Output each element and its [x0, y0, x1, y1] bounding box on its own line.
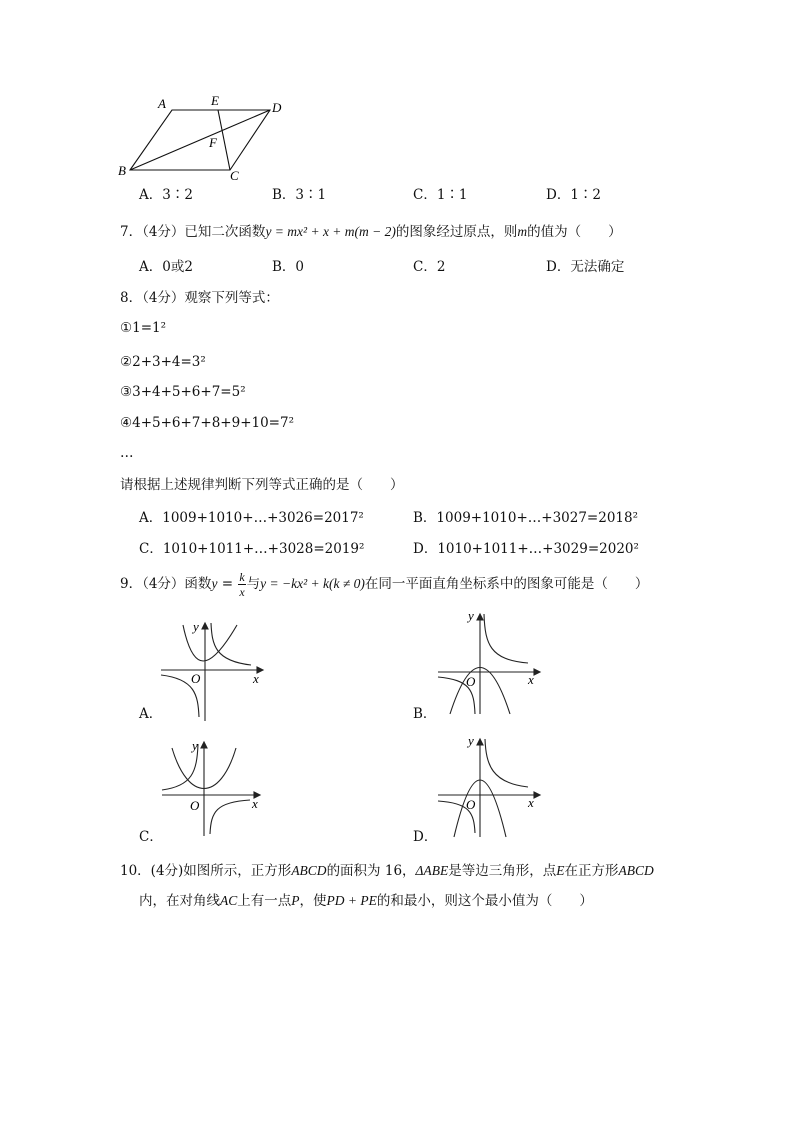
q8-stem: 8．（4分）观察下列等式： — [120, 290, 279, 306]
q10-point-p: P — [291, 893, 300, 908]
q9-stem-number: 9．（4分）函数 — [120, 576, 212, 592]
q7-option-b[interactable]: B．0 — [272, 259, 305, 275]
axis-label-y: y — [193, 619, 199, 634]
q10-triangle-abe: ΔABE — [415, 863, 449, 878]
axis-label-origin: O — [191, 671, 201, 686]
q8-option-b[interactable]: B．1009+1010+…+3027=2018² — [413, 510, 639, 526]
q6-option-d[interactable]: D．1∶2 — [546, 187, 602, 203]
q10-point-e: E — [556, 863, 565, 878]
axis-label-x: x — [528, 795, 534, 810]
q9-option-a[interactable]: A． — [139, 706, 163, 722]
q7-var-m: m — [517, 224, 528, 239]
q9-graph-b[interactable] — [432, 608, 547, 720]
q9-graph-a[interactable] — [155, 615, 270, 727]
q7-option-d[interactable]: D．无法确定 — [546, 259, 625, 275]
parabola — [183, 625, 237, 661]
q9-graph-c[interactable] — [158, 738, 268, 838]
q8-ellipsis: … — [120, 445, 134, 461]
axis-label-x: x — [252, 796, 258, 811]
q7-option-a[interactable]: A．0或2 — [139, 259, 193, 275]
q9-stem: 9．（4分）函数y = $\frac{k}{x}$ 与y = −kx² + k(k ≠ 0)在同一平面直角坐标系中的图象可能是（ ） — [120, 570, 649, 599]
axis-label-y: y — [468, 608, 474, 623]
label-d: D — [272, 100, 282, 115]
q10-stem-line-1 — [120, 864, 654, 879]
q7-equation: y = mx² + x + m(m − 2) — [265, 224, 396, 239]
q10-text-2d: 的和最小，则这个最小值为（ ） — [376, 893, 593, 909]
q8-equation-3: ③3+4+5+6+7=5² — [120, 384, 246, 400]
q9-fraction-denominator: x — [239, 585, 245, 599]
q9-fraction-numerator: k — [239, 570, 245, 584]
q7-stem-tail: 的值为（ ） — [527, 224, 622, 240]
q10-text-1a: 10．(4分)如图所示，正方形 — [120, 863, 292, 879]
label-a: A — [158, 96, 166, 111]
hyperbola-branch-1 — [211, 623, 251, 665]
q10-text-1d: 在正方形 — [564, 863, 619, 879]
q10-diagonal-ac: AC — [220, 893, 238, 908]
axis-label-x: x — [253, 671, 259, 686]
q9-stem-mid: 与 — [246, 576, 261, 592]
label-e: E — [211, 93, 219, 108]
q6-option-a[interactable]: A．3∶2 — [139, 187, 193, 203]
label-c: C — [230, 168, 239, 183]
q9-equation-2: y = −kx² + k(k ≠ 0) — [260, 576, 365, 591]
q10-sum-expression: PD + PE — [326, 893, 377, 908]
q9-option-c[interactable]: C． — [139, 829, 163, 845]
q10-abcd: ABCD — [291, 863, 327, 878]
q8-option-a[interactable]: A．1009+1010+…+3026=2017² — [139, 510, 364, 526]
q8-equation-4: ④4+5+6+7+8+9+10=7² — [120, 415, 294, 431]
q8-option-c[interactable]: C．1010+1011+…+3028=2019² — [139, 541, 365, 557]
q10-text-2b: 上有一点 — [237, 893, 292, 909]
q7-stem-number: 7．（4分）已知二次函数 — [120, 224, 266, 240]
q9-option-b[interactable]: B． — [413, 706, 437, 722]
q8-option-d[interactable]: D．1010+1011+…+3029=2020² — [413, 541, 639, 557]
q10-text-2c: ，使 — [299, 893, 327, 909]
axis-label-origin: O — [466, 674, 476, 689]
q10-text-1b: 的面积为 16， — [326, 863, 416, 879]
q7-stem — [120, 225, 622, 240]
q9-graph-d[interactable] — [432, 733, 547, 838]
q7-stem-mid: 的图象经过原点，则 — [395, 224, 518, 240]
q8-equation-1: ①1=1² — [120, 320, 167, 336]
q8-equation-2: ②2+3+4=3² — [120, 354, 206, 370]
axis-label-x: x — [528, 672, 534, 687]
q7-option-c[interactable]: C．2 — [413, 259, 446, 275]
hyperbola-branch-1 — [484, 614, 528, 663]
q9-stem-tail: 在同一平面直角坐标系中的图象可能是（ ） — [364, 576, 649, 592]
q10-text-1c: 是等边三角形，点 — [448, 863, 557, 879]
q9-fraction — [238, 571, 245, 598]
q10-text-2a: 内，在对角线 — [139, 893, 220, 909]
axis-label-origin: O — [466, 797, 476, 812]
q6-parallelogram-figure — [110, 88, 310, 184]
hyperbola-branch-4 — [210, 800, 250, 834]
q10-stem-line-2 — [139, 894, 593, 909]
q9-y-var: y — [211, 576, 218, 591]
hyperbola-branch-1 — [485, 739, 528, 787]
axis-label-origin: O — [190, 798, 200, 813]
q9-option-d[interactable]: D． — [413, 829, 438, 845]
q6-option-b[interactable]: B．3∶1 — [272, 187, 327, 203]
label-b: B — [118, 163, 126, 178]
axis-label-y: y — [468, 733, 474, 748]
segment-ec — [218, 110, 230, 170]
label-f: F — [209, 135, 217, 150]
q10-abcd-2: ABCD — [618, 863, 654, 878]
q8-question: 请根据上述规律判断下列等式正确的是（ ） — [120, 477, 404, 493]
q6-option-c[interactable]: C．1∶1 — [413, 187, 468, 203]
axis-label-y: y — [192, 738, 198, 753]
